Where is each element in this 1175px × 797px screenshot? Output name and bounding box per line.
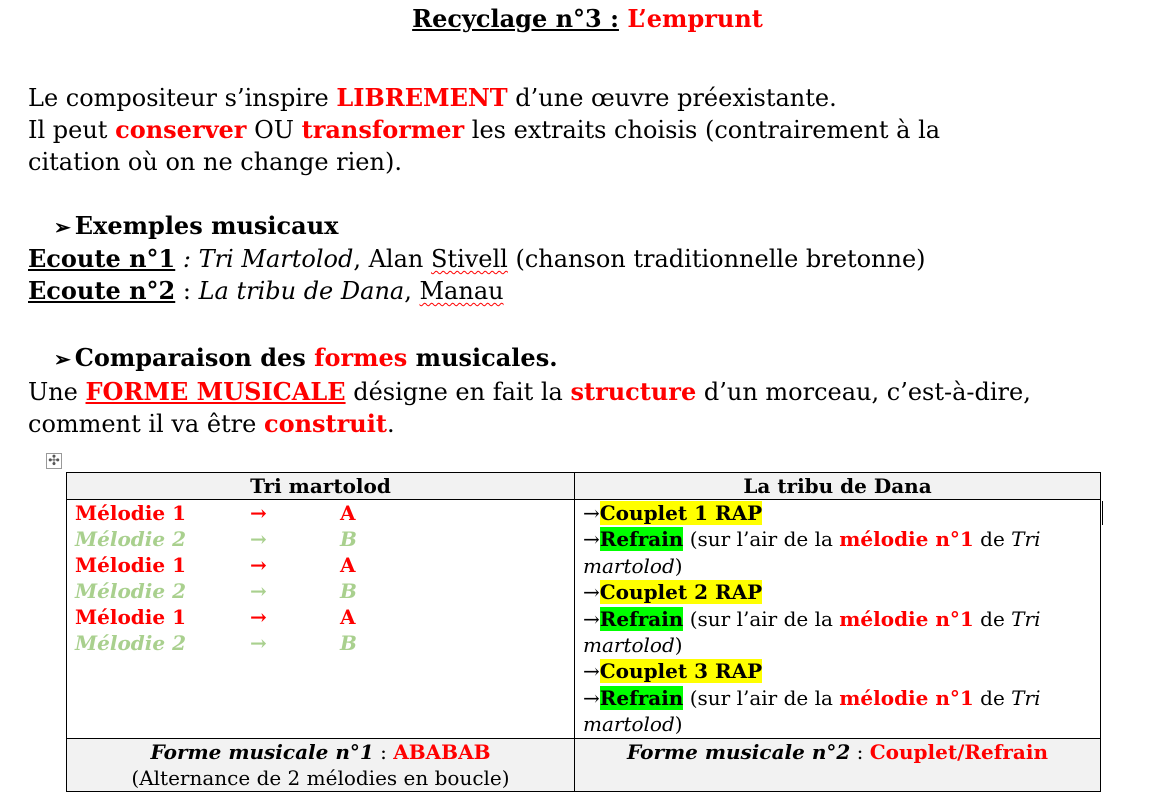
intro-keyword-transformer: transformer (301, 115, 465, 144)
example-sep: : (175, 277, 199, 305)
melody-row (75, 500, 566, 526)
comparison-text: d’un morceau, c’est-à-dire, (696, 378, 1031, 406)
table-header-row (67, 473, 1101, 500)
form-label: Forme musicale n°1 (150, 740, 374, 764)
refrain-label: Refrain (599, 685, 684, 710)
couplet-1 (583, 500, 1092, 526)
example-1 (28, 243, 926, 275)
comparison-text: . (386, 410, 395, 438)
refrain-3 (583, 685, 1092, 711)
examples-list (28, 243, 926, 307)
refrain-work: Tri (1011, 685, 1041, 710)
comparison-text: comment il va être (28, 410, 264, 438)
melody-letter: A (340, 605, 356, 629)
bullet-arrow-icon: ➢ (54, 347, 71, 371)
col-header-tribu-de-dana: La tribu de Dana (575, 473, 1101, 500)
comparison-text: Une (28, 378, 86, 406)
arrow-icon: → (250, 605, 267, 629)
examples-heading (54, 211, 338, 240)
forme-musicale-1 (67, 739, 575, 792)
table-move-handle-icon[interactable]: ✣ (46, 453, 62, 469)
refrain-work: martolod (583, 712, 675, 737)
arrow-icon: → (583, 685, 600, 710)
intro-text: Le compositeur s’inspire (28, 84, 337, 112)
melody-name: Mélodie 1 (75, 553, 186, 577)
refrain-text: de (973, 685, 1012, 710)
example-1-work: Tri Martolod (198, 245, 354, 273)
melody-letter: B (340, 579, 357, 603)
example-1-artist: Stivell (430, 245, 508, 273)
tri-martolod-structure (67, 500, 575, 739)
arrow-icon: → (583, 580, 600, 605)
form-value: Couplet/Refrain (869, 740, 1048, 764)
arrow-icon: → (250, 579, 267, 603)
arrow-icon: → (250, 501, 267, 525)
refrain-3-cont (583, 711, 1092, 737)
melody-name: Mélodie 1 (75, 605, 186, 629)
form-sep: : (850, 740, 870, 764)
arrow-icon: → (250, 553, 267, 577)
arrow-icon: → (250, 527, 267, 551)
example-2 (28, 275, 926, 307)
intro-text: les extraits choisis (contrairement à la (464, 116, 941, 144)
refrain-text: (sur l’air de la (683, 606, 840, 631)
comparison-table (66, 472, 1101, 792)
refrain-work: Tri (1011, 606, 1041, 631)
refrain-text: ) (674, 633, 683, 658)
intro-text: citation où on ne change rien). (28, 148, 402, 176)
refrain-1-cont (583, 553, 1092, 579)
example-sep: : (175, 245, 199, 273)
example-1-note: (chanson traditionnelle bretonne) (507, 245, 926, 273)
example-1-label: Ecoute n°1 (28, 244, 176, 273)
melody-name: Mélodie 2 (75, 579, 186, 603)
table-row (67, 500, 1101, 739)
keyword-structure: structure (570, 377, 697, 406)
melody-row (75, 578, 566, 604)
comparison-heading-text: musicales. (407, 343, 558, 372)
forme-musicale-2 (575, 739, 1101, 792)
refrain-work: Tri (1011, 527, 1041, 552)
intro-text: d’une œuvre préexistante. (507, 84, 837, 112)
melody-row (75, 526, 566, 552)
intro-text: OU (246, 116, 302, 144)
arrow-icon: → (583, 606, 600, 631)
melody-name: Mélodie 2 (75, 631, 186, 655)
refrain-melody-ref: mélodie n°1 (839, 527, 974, 552)
comparison-heading (54, 343, 558, 372)
melody-name: Mélodie 1 (75, 501, 186, 525)
refrain-text: (sur l’air de la (683, 685, 840, 710)
refrain-text: (sur l’air de la (683, 527, 840, 552)
refrain-text: ) (674, 553, 683, 578)
col-header-tri-martolod: Tri martolod (67, 473, 575, 500)
melody-letter: A (340, 501, 356, 525)
title-highlight: L’emprunt (627, 4, 763, 33)
couplet-2 (583, 579, 1092, 605)
refrain-label: Refrain (599, 527, 684, 552)
form-sep: : (373, 740, 394, 764)
melody-name: Mélodie 2 (75, 527, 186, 551)
comparison-heading-text: Comparaison des (74, 343, 315, 372)
form-label: Forme musicale n°2 (627, 740, 851, 764)
intro-keyword-librement: LIBREMENT (336, 83, 508, 112)
refrain-work: martolod (583, 553, 675, 578)
intro-text: Il peut (28, 116, 116, 144)
example-2-work: La tribu de Dana (198, 277, 405, 305)
melody-row (75, 552, 566, 578)
refrain-label: Refrain (599, 606, 684, 631)
couplet-label: Couplet 1 RAP (599, 501, 763, 525)
keyword-forme-musicale: FORME MUSICALE (85, 377, 346, 406)
refrain-1 (583, 526, 1092, 552)
tribu-de-dana-structure (575, 500, 1101, 739)
arrow-icon: → (250, 631, 267, 655)
example-sep: , (404, 277, 420, 305)
form-value: ABABAB (393, 740, 491, 764)
couplet-3 (583, 658, 1092, 684)
refrain-2 (583, 606, 1092, 632)
melody-letter: B (340, 631, 357, 655)
melody-letter: A (340, 553, 356, 577)
refrain-2-cont (583, 632, 1092, 658)
melody-letter: B (340, 527, 357, 551)
refrain-text: ) (674, 712, 683, 737)
title-prefix: Recyclage n°3 : (412, 4, 619, 33)
intro-keyword-conserver: conserver (115, 115, 247, 144)
text-cursor (1102, 501, 1103, 525)
couplet-label: Couplet 2 RAP (599, 580, 763, 605)
page-title (0, 4, 1175, 33)
arrow-icon: → (583, 527, 600, 552)
refrain-melody-ref: mélodie n°1 (839, 606, 974, 631)
table-footer-row (67, 739, 1101, 792)
melody-row (75, 630, 566, 656)
comparison-heading-keyword: formes (314, 343, 408, 372)
example-2-label: Ecoute n°2 (28, 276, 176, 305)
couplet-label: Couplet 3 RAP (599, 659, 763, 684)
keyword-construit: construit (263, 409, 387, 438)
comparison-paragraph (28, 376, 1031, 440)
form-note: (Alternance de 2 mélodies en boucle) (131, 766, 510, 790)
example-2-artist: Manau (419, 277, 504, 305)
example-sep: , Alan (353, 245, 431, 273)
arrow-icon: → (583, 501, 600, 525)
intro-paragraph (28, 82, 940, 178)
arrow-icon: → (583, 659, 600, 684)
comparison-text: désigne en fait la (345, 378, 571, 406)
refrain-work: martolod (583, 633, 675, 658)
melody-row (75, 604, 566, 630)
refrain-melody-ref: mélodie n°1 (839, 685, 974, 710)
refrain-text: de (973, 527, 1012, 552)
refrain-text: de (973, 606, 1012, 631)
examples-heading-text: Exemples musicaux (74, 211, 339, 240)
bullet-arrow-icon: ➢ (54, 215, 71, 239)
